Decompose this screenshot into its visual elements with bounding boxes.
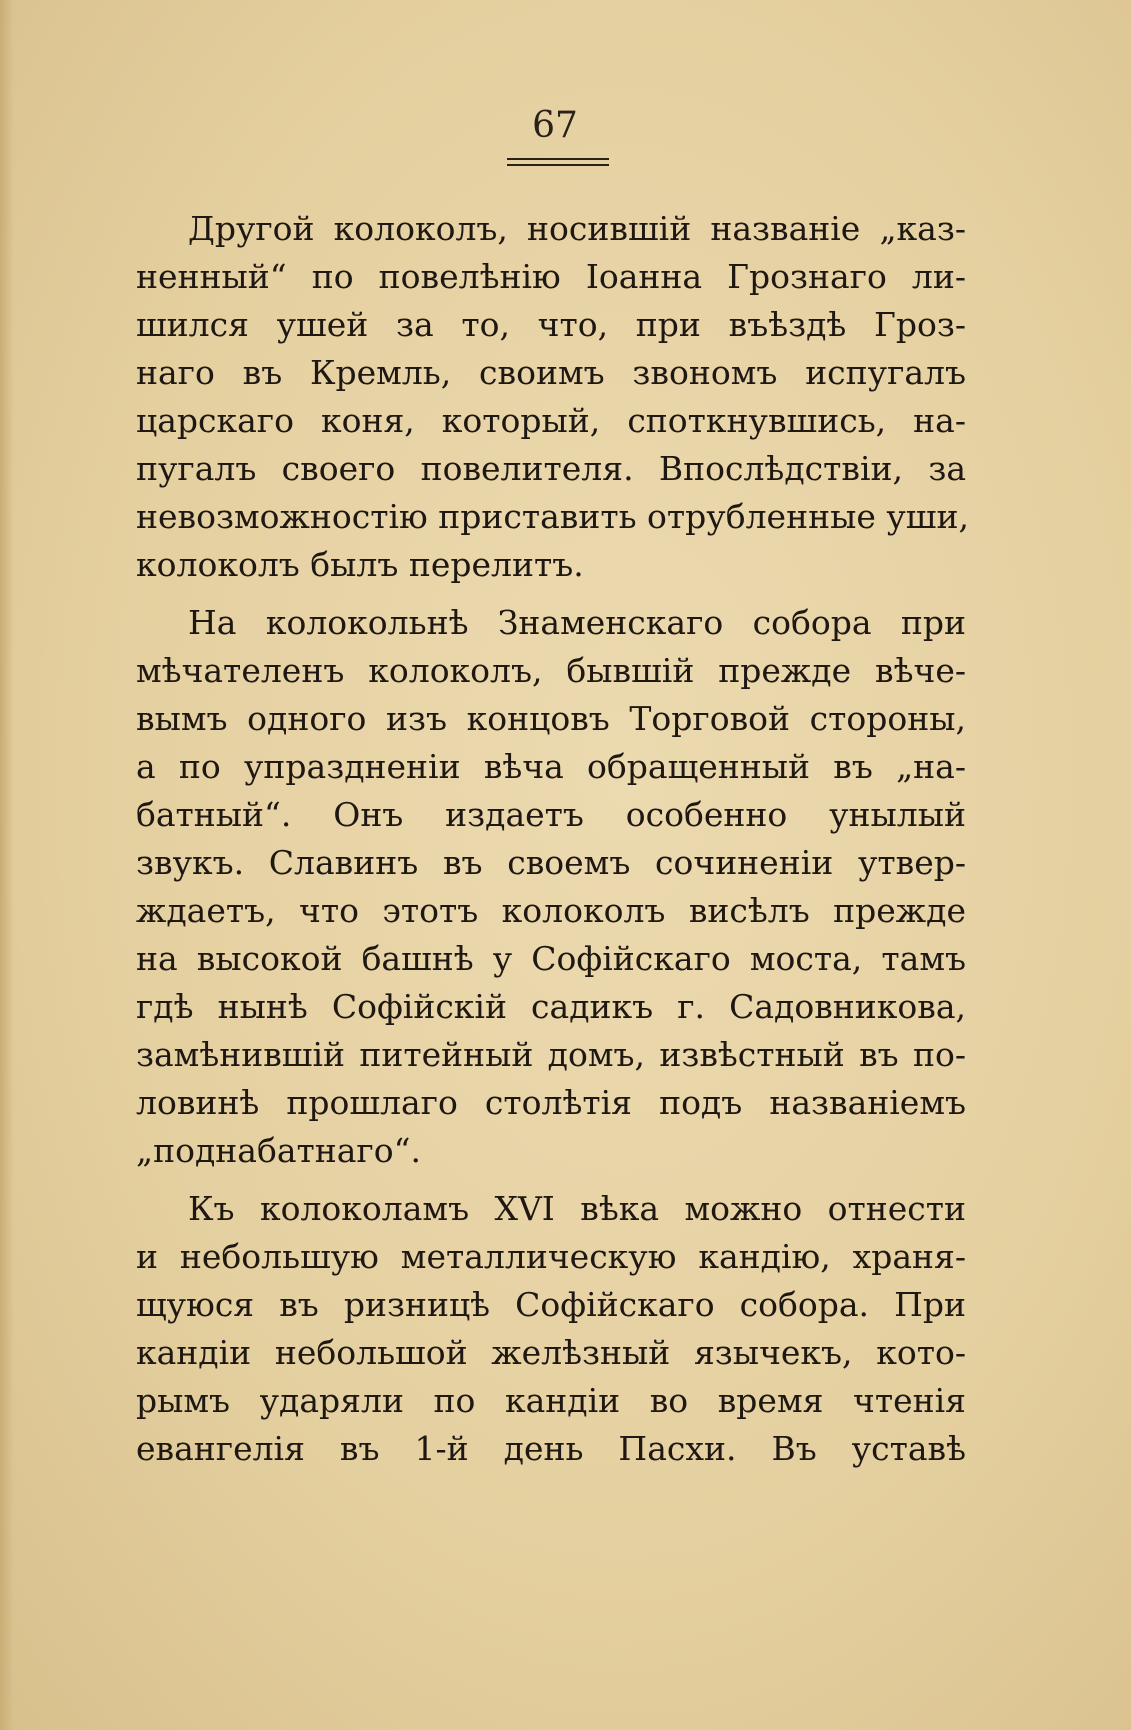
text-line: вымъ одного изъ концовъ Торговой стороны, (136, 699, 966, 738)
text-line: невозможностію приставить отрубленные уши, (136, 497, 969, 536)
text-line: звукъ. Славинъ въ своемъ сочиненіи утвер- (136, 843, 966, 882)
text-line: батный“. Онъ издаетъ особенно унылый (136, 795, 966, 834)
text-line: Другой колоколъ, носившій названіе „каз- (188, 209, 966, 248)
text-line: царскаго коня, который, споткнувшись, на- (136, 401, 966, 440)
text-line: ненный“ по повелѣнію Іоанна Грознаго ли- (136, 257, 966, 296)
text-line: пугалъ своего повелителя. Впослѣдствіи, за (136, 449, 966, 488)
text-line: кандіи небольшой желѣзный язычекъ, кото- (136, 1333, 966, 1372)
paragraph (136, 599, 966, 1175)
text-line: щуюся въ ризницѣ Софійскаго собора. При (136, 1285, 966, 1324)
text-line: рымъ ударяли по кандіи во время чтенія (136, 1381, 966, 1420)
text-line: Къ колоколамъ XVI вѣка можно отнести (188, 1189, 966, 1228)
body-text (136, 205, 969, 1473)
text-line: На колокольнѣ Знаменскаго собора при (188, 603, 966, 642)
text-line: и небольшую металлическую кандію, храня- (136, 1237, 966, 1276)
text-line: мѣчателенъ колоколъ, бывшій прежде вѣче- (136, 651, 966, 690)
text-line: наго въ Кремль, своимъ звономъ испугалъ (136, 353, 966, 392)
text-line: а по упраздненіи вѣча обращенный въ „на- (136, 747, 966, 786)
text-line: „поднабатнаго“. (136, 1131, 421, 1170)
paragraph (136, 205, 969, 589)
text-line: ловинѣ прошлаго столѣтія подъ названіемъ (136, 1083, 966, 1122)
text-line: ждаетъ, что этотъ колоколъ висѣлъ прежде (136, 891, 966, 930)
page-edge-shadow (0, 0, 14, 1730)
text-line: на высокой башнѣ у Софійскаго моста, тамъ (136, 939, 966, 978)
text-line: гдѣ нынѣ Софійскій садикъ г. Садовникова, (136, 987, 966, 1026)
text-line: евангелія въ 1-й день Пасхи. Въ уставѣ (136, 1429, 966, 1468)
text-line: колоколъ былъ перелитъ. (136, 545, 584, 584)
paragraph (136, 1185, 966, 1473)
text-line: замѣнившій питейный домъ, извѣстный въ по- (136, 1035, 966, 1074)
double-rule-divider (507, 158, 609, 166)
text-line: шился ушей за то, что, при въѣздѣ Гроз- (136, 305, 966, 344)
page-number: 67 (532, 105, 578, 146)
